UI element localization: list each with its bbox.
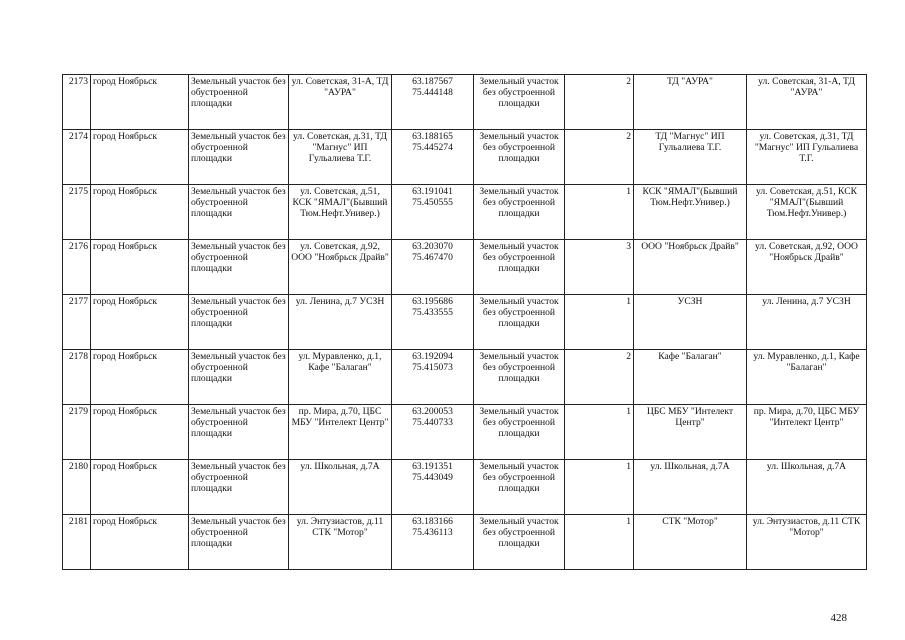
site-type-cell: Земельный участок без обустроенной площадки [189, 350, 289, 405]
coordinates-cell [392, 350, 474, 405]
table-row [63, 515, 867, 570]
full-address-cell: ул. Школьная, д.7А [747, 460, 867, 515]
container-count-cell: 1 [565, 405, 634, 460]
longitude: 75.436113 [412, 527, 453, 539]
address-cell: ул. Советская, д.51, КСК "ЯМАЛ"(Бывший Тюм.Нефт.Универ.) [289, 185, 392, 240]
full-address-cell: ул. Советская, д.92, ООО "Ноябрьск Драйв" [747, 240, 867, 295]
row-number: 2178 [63, 350, 91, 405]
container-count-cell: 1 [565, 185, 634, 240]
table-row [63, 295, 867, 350]
site-kind-cell: Земельный участок без обустроенной площадки [474, 405, 565, 460]
address-cell: ул. Советская, д.92, ООО "Ноябрьск Драйв" [289, 240, 392, 295]
table-row [63, 240, 867, 295]
coordinates-cell [392, 75, 474, 130]
latitude: 63.195686 [412, 296, 453, 307]
site-kind-cell: Земельный участок без обустроенной площадки [474, 240, 565, 295]
city-cell: город Ноябрьск [91, 350, 189, 405]
site-kind-cell: Земельный участок без обустроенной площадки [474, 295, 565, 350]
longitude: 75.445274 [412, 142, 453, 154]
row-number: 2179 [63, 405, 91, 460]
latitude: 63.200053 [412, 406, 453, 417]
city-cell: город Ноябрьск [91, 130, 189, 185]
site-type-cell: Земельный участок без обустроенной площадки [189, 515, 289, 570]
row-number: 2173 [63, 75, 91, 130]
owner-cell: ООО "Ноябрьск Драйв" [634, 240, 747, 295]
container-count-cell: 1 [565, 295, 634, 350]
container-count-cell: 3 [565, 240, 634, 295]
latitude: 63.191351 [412, 461, 453, 472]
owner-cell: ЦБС МБУ "Интелект Центр" [634, 405, 747, 460]
container-count-cell: 1 [565, 515, 634, 570]
table-row [63, 350, 867, 405]
latitude: 63.183166 [412, 516, 453, 527]
site-type-cell: Земельный участок без обустроенной площадки [189, 405, 289, 460]
longitude: 75.467470 [412, 252, 453, 264]
city-cell: город Ноябрьск [91, 460, 189, 515]
site-kind-cell: Земельный участок без обустроенной площадки [474, 130, 565, 185]
container-count-cell: 1 [565, 460, 634, 515]
owner-cell: ТД "Магнус" ИП Гульалиева Т.Г. [634, 130, 747, 185]
site-type-cell: Земельный участок без обустроенной площадки [189, 130, 289, 185]
site-type-cell: Земельный участок без обустроенной площадки [189, 75, 289, 130]
address-cell: ул. Советская, 31-А, ТД "АУРА" [289, 75, 392, 130]
owner-cell: Кафе "Балаган" [634, 350, 747, 405]
owner-cell: УСЗН [634, 295, 747, 350]
longitude: 75.444148 [412, 87, 453, 99]
row-number: 2180 [63, 460, 91, 515]
full-address-cell: ул. Энтузиастов, д.11 СТК "Мотор" [747, 515, 867, 570]
longitude: 75.450555 [412, 197, 453, 209]
coordinates-cell [392, 405, 474, 460]
city-cell: город Ноябрьск [91, 240, 189, 295]
address-cell: пр. Мира, д.70, ЦБС МБУ "Интелект Центр" [289, 405, 392, 460]
row-number: 2181 [63, 515, 91, 570]
city-cell: город Ноябрьск [91, 75, 189, 130]
coordinates-cell [392, 240, 474, 295]
owner-cell: КСК "ЯМАЛ"(Бывший Тюм.Нефт.Универ.) [634, 185, 747, 240]
city-cell: город Ноябрьск [91, 295, 189, 350]
longitude: 75.440733 [412, 417, 453, 429]
owner-cell: ул. Школьная, д.7А [634, 460, 747, 515]
coordinates-cell [392, 515, 474, 570]
address-cell: ул. Энтузиастов, д.11 СТК "Мотор" [289, 515, 392, 570]
full-address-cell: ул. Ленина, д.7 УСЗН [747, 295, 867, 350]
longitude: 75.415073 [412, 362, 453, 374]
site-kind-cell: Земельный участок без обустроенной площадки [474, 460, 565, 515]
latitude: 63.187567 [412, 76, 453, 87]
address-cell: ул. Ленина, д.7 УСЗН [289, 295, 392, 350]
container-count-cell: 2 [565, 75, 634, 130]
register-body [63, 75, 867, 570]
latitude: 63.191041 [412, 186, 453, 197]
row-number: 2176 [63, 240, 91, 295]
coordinates-cell [392, 460, 474, 515]
longitude: 75.443049 [412, 472, 453, 484]
site-kind-cell: Земельный участок без обустроенной площадки [474, 185, 565, 240]
latitude: 63.192094 [412, 351, 453, 362]
site-type-cell: Земельный участок без обустроенной площадки [189, 460, 289, 515]
site-kind-cell: Земельный участок без обустроенной площадки [474, 515, 565, 570]
full-address-cell: пр. Мира, д.70, ЦБС МБУ "Интелект Центр" [747, 405, 867, 460]
register-table [62, 74, 867, 570]
site-kind-cell: Земельный участок без обустроенной площадки [474, 75, 565, 130]
latitude: 63.188165 [412, 131, 453, 142]
coordinates-cell [392, 185, 474, 240]
table-row [63, 75, 867, 130]
owner-cell: СТК "Мотор" [634, 515, 747, 570]
address-cell: ул. Советская, д.31, ТД "Магнус" ИП Гульалиева Т.Г. [289, 130, 392, 185]
site-type-cell: Земельный участок без обустроенной площадки [189, 240, 289, 295]
table-row [63, 130, 867, 185]
full-address-cell: ул. Советская, д.31, ТД "Магнус" ИП Гульалиева Т.Г. [747, 130, 867, 185]
coordinates-cell [392, 130, 474, 185]
site-type-cell: Земельный участок без обустроенной площадки [189, 295, 289, 350]
table-row [63, 185, 867, 240]
full-address-cell: ул. Советская, 31-А, ТД "АУРА" [747, 75, 867, 130]
full-address-cell: ул. Муравленко, д.1, Кафе "Балаган" [747, 350, 867, 405]
site-type-cell: Земельный участок без обустроенной площадки [189, 185, 289, 240]
site-kind-cell: Земельный участок без обустроенной площадки [474, 350, 565, 405]
coordinates-cell [392, 295, 474, 350]
full-address-cell: ул. Советская, д.51, КСК "ЯМАЛ"(Бывший Тюм.Нефт.Универ.) [747, 185, 867, 240]
row-number: 2177 [63, 295, 91, 350]
table-row [63, 405, 867, 460]
container-count-cell: 2 [565, 130, 634, 185]
longitude: 75.433555 [412, 307, 453, 319]
latitude: 63.203070 [412, 241, 453, 252]
city-cell: город Ноябрьск [91, 515, 189, 570]
address-cell: ул. Школьная, д.7А [289, 460, 392, 515]
owner-cell: ТД "АУРА" [634, 75, 747, 130]
page-number: 428 [830, 612, 847, 624]
city-cell: город Ноябрьск [91, 405, 189, 460]
container-count-cell: 2 [565, 350, 634, 405]
row-number: 2175 [63, 185, 91, 240]
table-row [63, 460, 867, 515]
city-cell: город Ноябрьск [91, 185, 189, 240]
row-number: 2174 [63, 130, 91, 185]
address-cell: ул. Муравленко, д.1, Кафе "Балаган" [289, 350, 392, 405]
